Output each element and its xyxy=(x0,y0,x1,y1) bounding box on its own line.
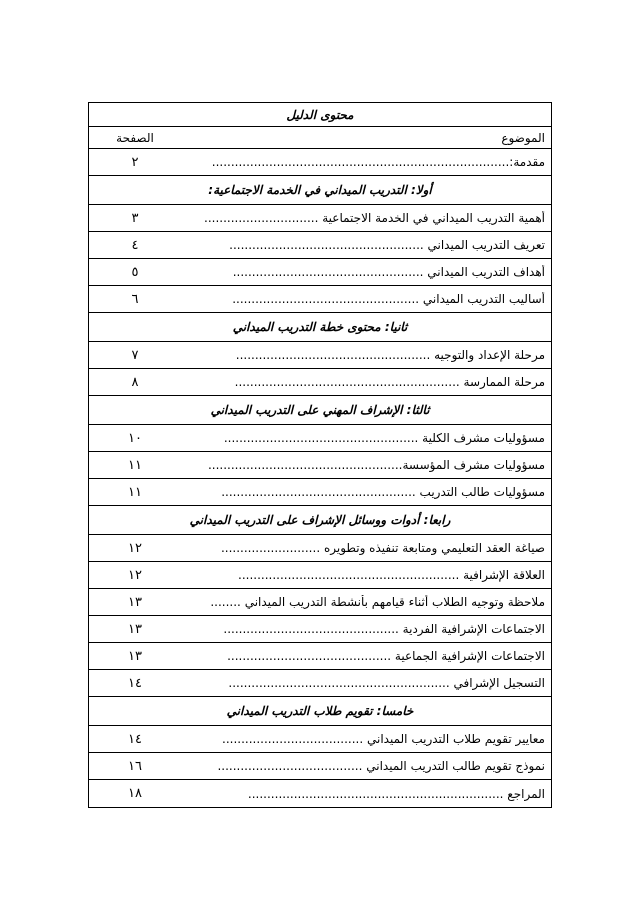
toc-entry-row xyxy=(89,670,551,697)
toc-entry-page: ١٤ xyxy=(128,731,142,747)
toc-entry-page: ١٣ xyxy=(128,648,142,664)
toc-entry-row xyxy=(89,589,551,616)
toc-entry-row xyxy=(89,149,551,176)
toc-entry-page: ١٣ xyxy=(128,594,142,610)
toc-entry-row xyxy=(89,452,551,479)
toc-entry-row xyxy=(89,535,551,562)
section-heading: أولا: التدريب الميداني في الخدمة الاجتماعية: xyxy=(208,183,432,197)
toc-entry-topic: الاجتماعات الإشرافية الجماعية ........................................... xyxy=(227,649,545,663)
toc-entry-row xyxy=(89,259,551,286)
toc-entry-page: ٥ xyxy=(131,264,139,280)
toc-entry-row xyxy=(89,286,551,313)
section-heading-row xyxy=(89,313,551,342)
toc-entry-topic: مرحلة الممارسة ........................................................... xyxy=(234,375,545,389)
toc-entry-topic: التسجيل الإشرافي .......................................................... xyxy=(228,676,545,690)
toc-entry-page: ١٢ xyxy=(128,567,142,583)
toc-entry-topic: مقدمة:.............................................................................. xyxy=(211,155,545,169)
section-heading: ثانيا: محتوى خطة التدريب الميداني xyxy=(232,320,408,334)
toc-entry-page: ٢ xyxy=(131,154,139,170)
toc-entry-topic: المراجع ................................................................... xyxy=(247,786,545,801)
toc-entry-row xyxy=(89,562,551,589)
toc-entry-topic: تعريف التدريب الميداني ................................................... xyxy=(229,238,545,252)
toc-entry-row xyxy=(89,616,551,643)
toc-entry-page: ٤ xyxy=(131,237,139,253)
toc-entry-row xyxy=(89,232,551,259)
section-heading: خامسا: تقويم طلاب التدريب الميداني xyxy=(226,704,414,718)
toc-title-row xyxy=(89,103,551,127)
header-topic: الموضوع xyxy=(501,130,545,145)
toc-entry-page: ١١ xyxy=(128,457,142,473)
toc-entry-topic: ملاحظة وتوجيه الطلاب أثناء قيامهم بأنشطة التدريب الميداني ........ xyxy=(210,595,545,609)
toc-entry-topic: معايير تقويم طلاب التدريب الميداني ..................................... xyxy=(222,732,545,746)
toc-header-row xyxy=(89,127,551,149)
toc-entry-topic: مسؤوليات مشرف المؤسسة................................................... xyxy=(207,458,545,472)
toc-entry-topic: مرحلة الإعداد والتوجيه ................................................... xyxy=(235,348,545,362)
toc-entry-page: ١٦ xyxy=(128,758,142,774)
toc-entry-row xyxy=(89,780,551,807)
toc-entry-row xyxy=(89,342,551,369)
toc-entry-page: ٣ xyxy=(131,210,139,226)
toc-entry-topic: صياغة العقد التعليمي ومتابعة تنفيذه وتطويره .......................... xyxy=(220,541,545,555)
toc-entry-page: ١٨ xyxy=(128,786,142,801)
toc-entry-page: ١٢ xyxy=(128,540,142,556)
toc-entry-topic: أهمية التدريب الميداني في الخدمة الاجتماعية .............................. xyxy=(204,211,545,225)
section-heading-row xyxy=(89,506,551,535)
toc-entry-page: ١١ xyxy=(128,484,142,500)
section-heading-row xyxy=(89,176,551,205)
toc-entry-row xyxy=(89,425,551,452)
table-of-contents xyxy=(88,102,552,808)
toc-entry-topic: مسؤوليات مشرف الكلية ................................................... xyxy=(223,431,545,445)
toc-entry-topic: أهداف التدريب الميداني .................................................. xyxy=(232,265,545,279)
section-heading: ثالثا: الإشراف المهني على التدريب الميداني xyxy=(210,403,430,417)
section-heading-row xyxy=(89,697,551,726)
toc-entry-row xyxy=(89,643,551,670)
toc-entry-topic: العلاقة الإشرافية .......................................................... xyxy=(238,568,545,582)
toc-title: محتوى الدليل xyxy=(286,107,354,122)
toc-entry-page: ١٤ xyxy=(128,675,142,691)
toc-entry-row xyxy=(89,726,551,753)
toc-entry-page: ٨ xyxy=(131,374,139,390)
toc-entry-row xyxy=(89,479,551,506)
toc-entry-page: ٦ xyxy=(131,291,139,307)
toc-entry-row xyxy=(89,753,551,780)
toc-entry-topic: نموذج تقويم طالب التدريب الميداني ...................................... xyxy=(217,759,545,773)
toc-entry-topic: أساليب التدريب الميداني ................................................. xyxy=(232,292,545,306)
toc-entry-page: ١٠ xyxy=(128,430,142,446)
header-page: الصفحة xyxy=(116,130,154,145)
section-heading-row xyxy=(89,396,551,425)
toc-entry-topic: مسؤوليات طالب التدريب ................................................... xyxy=(221,485,545,499)
toc-entry-topic: الاجتماعات الإشرافية الفردية .............................................. xyxy=(223,622,545,636)
toc-rows xyxy=(89,149,551,807)
toc-entry-row xyxy=(89,369,551,396)
section-heading: رابعا: أدوات ووسائل الإشراف على التدريب الميداني xyxy=(189,513,451,527)
toc-entry-page: ٧ xyxy=(131,347,139,363)
toc-entry-page: ١٣ xyxy=(128,621,142,637)
toc-entry-row xyxy=(89,205,551,232)
